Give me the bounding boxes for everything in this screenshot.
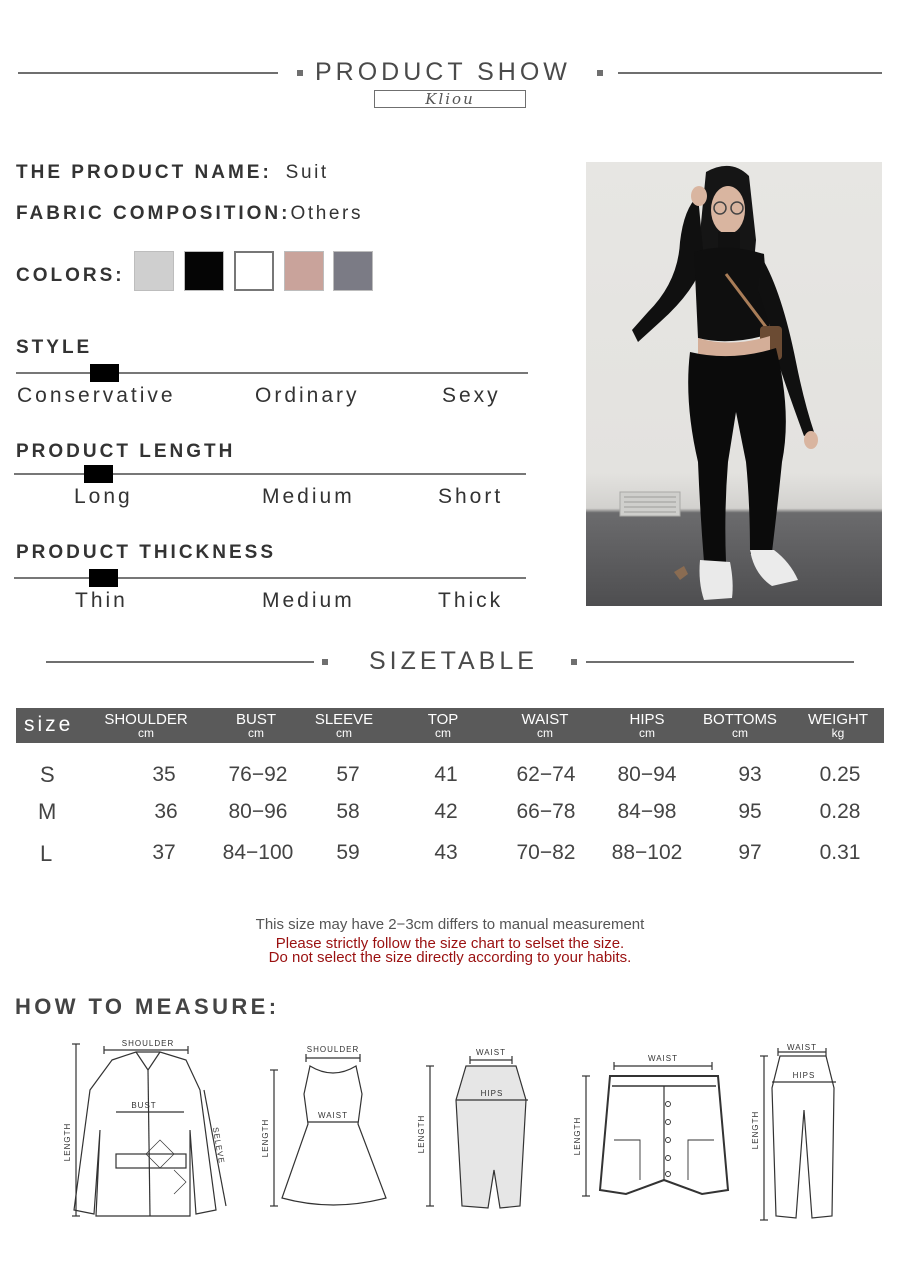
shorts-length-label: LENGTH <box>573 1116 582 1156</box>
cell-waist: 66−78 <box>516 800 576 823</box>
col-header-bust: BUST cm <box>235 711 276 740</box>
style-title: STYLE <box>16 337 93 358</box>
header-rule-right <box>618 72 882 74</box>
cell-hips: 84−98 <box>617 800 677 823</box>
cell-sleeve: 57 <box>336 763 360 786</box>
length-label-long: Long <box>74 485 133 508</box>
cell-sleeve: 59 <box>336 841 360 864</box>
col-header-waist: WAIST cm <box>521 711 569 740</box>
color-swatch-grey[interactable] <box>134 251 174 291</box>
cell-hips: 88−102 <box>611 841 683 864</box>
cell-bottoms: 95 <box>738 800 762 823</box>
style-marker <box>90 364 119 382</box>
sizetable-bullet-right <box>571 659 577 665</box>
sizetable-rule-left <box>46 661 314 663</box>
model-illustration <box>586 162 882 606</box>
cell-bust: 80−96 <box>228 800 288 823</box>
jacket-sleeve-label: SELEVE <box>210 1126 227 1165</box>
cell-bottoms: 97 <box>738 841 762 864</box>
thickness-label-thin: Thin <box>75 589 128 612</box>
color-swatch-black[interactable] <box>184 251 224 291</box>
cell-sleeve: 58 <box>336 800 360 823</box>
style-label-sexy: Sexy <box>442 384 501 407</box>
skirt-diagram <box>417 1048 528 1208</box>
thickness-title: PRODUCT THICKNESS <box>16 542 277 563</box>
jacket-length-label: LENGTH <box>63 1122 72 1162</box>
shorts-diagram <box>573 1054 728 1196</box>
size-warning-2: Do not select the size directly according to your habits. <box>268 949 632 966</box>
color-swatch-pink[interactable] <box>284 251 324 291</box>
cell-shoulder: 36 <box>154 800 178 823</box>
shorts-waist-label: WAIST <box>647 1054 679 1063</box>
length-label-short: Short <box>438 485 504 508</box>
colors-label: COLORS: <box>16 265 125 286</box>
fabric-value: Others <box>290 203 364 224</box>
dress-length-label: LENGTH <box>261 1118 270 1158</box>
cell-bust: 84−100 <box>222 841 294 864</box>
sizetable-bullet-left <box>322 659 328 665</box>
size-header: size <box>24 713 74 736</box>
product-name-row <box>16 162 329 184</box>
product-name-label: THE PRODUCT NAME: <box>16 162 272 183</box>
cell-hips: 80−94 <box>617 763 677 786</box>
cell-weight: 0.31 <box>819 841 861 864</box>
page-title: PRODUCT SHOW <box>315 58 571 86</box>
cell-top: 42 <box>434 800 458 823</box>
sizetable-rule-right <box>586 661 854 663</box>
row-size-l: L <box>40 841 53 866</box>
sizetable-title: SIZETABLE <box>369 647 538 675</box>
style-label-conservative: Conservative <box>17 384 176 407</box>
header-rule-left <box>18 72 278 74</box>
skirt-hips-label: HIPS <box>480 1089 504 1098</box>
fabric-label: FABRIC COMPOSITION: <box>16 203 291 224</box>
measure-diagrams <box>0 1030 900 1230</box>
brand-label: Kliou <box>374 90 526 108</box>
dress-waist-label: WAIST <box>317 1111 349 1120</box>
col-header-top: TOP cm <box>427 711 459 740</box>
size-warning-1: Please strictly follow the size chart to selset the size. <box>275 935 625 952</box>
dress-diagram <box>261 1045 386 1206</box>
row-size-s: S <box>40 762 55 787</box>
color-swatch-white[interactable] <box>234 251 274 291</box>
cell-top: 41 <box>434 763 458 786</box>
size-note: This size may have 2−3cm differs to manual measurement <box>255 916 645 933</box>
length-marker <box>84 465 113 483</box>
product-photo <box>586 162 882 606</box>
header-bullet-left <box>297 70 303 76</box>
col-header-shoulder: SHOULDER cm <box>104 711 188 740</box>
thickness-marker <box>89 569 118 587</box>
skirt-length-label: LENGTH <box>417 1114 426 1154</box>
pants-diagram <box>751 1043 836 1220</box>
col-header-weight: WEIGHT kg <box>808 711 868 740</box>
jacket-diagram <box>63 1039 226 1216</box>
cell-waist: 70−82 <box>516 841 576 864</box>
length-title: PRODUCT LENGTH <box>16 441 236 462</box>
cell-weight: 0.25 <box>819 763 861 786</box>
style-label-ordinary: Ordinary <box>255 384 360 407</box>
pants-waist-label: WAIST <box>786 1043 818 1052</box>
jacket-shoulder-label: SHOULDER <box>121 1039 175 1048</box>
cell-shoulder: 37 <box>152 841 176 864</box>
length-label-medium: Medium <box>262 485 355 508</box>
cell-bottoms: 93 <box>738 763 762 786</box>
thickness-label-medium: Medium <box>262 589 355 612</box>
size-table-header <box>16 708 884 743</box>
row-size-m: M <box>38 799 57 824</box>
cell-weight: 0.28 <box>819 800 861 823</box>
pants-length-label: LENGTH <box>751 1110 760 1150</box>
col-header-bottoms: BOTTOMS cm <box>703 711 777 740</box>
jacket-bust-label: BUST <box>131 1101 157 1110</box>
dress-shoulder-label: SHOULDER <box>306 1045 360 1054</box>
fabric-row <box>16 203 363 225</box>
col-header-hips: HIPS cm <box>629 711 665 740</box>
cell-top: 43 <box>434 841 458 864</box>
cell-shoulder: 35 <box>152 763 176 786</box>
color-swatch-charcoal[interactable] <box>333 251 373 291</box>
skirt-waist-label: WAIST <box>475 1048 507 1057</box>
thickness-label-thick: Thick <box>438 589 504 612</box>
how-to-measure-title: HOW TO MEASURE: <box>15 994 280 1019</box>
cell-waist: 62−74 <box>516 763 576 786</box>
product-name-value: Suit <box>285 162 329 183</box>
header-bullet-right <box>597 70 603 76</box>
col-header-sleeve: SLEEVE cm <box>314 711 374 740</box>
pants-hips-label: HIPS <box>792 1071 816 1080</box>
cell-bust: 76−92 <box>228 763 288 786</box>
